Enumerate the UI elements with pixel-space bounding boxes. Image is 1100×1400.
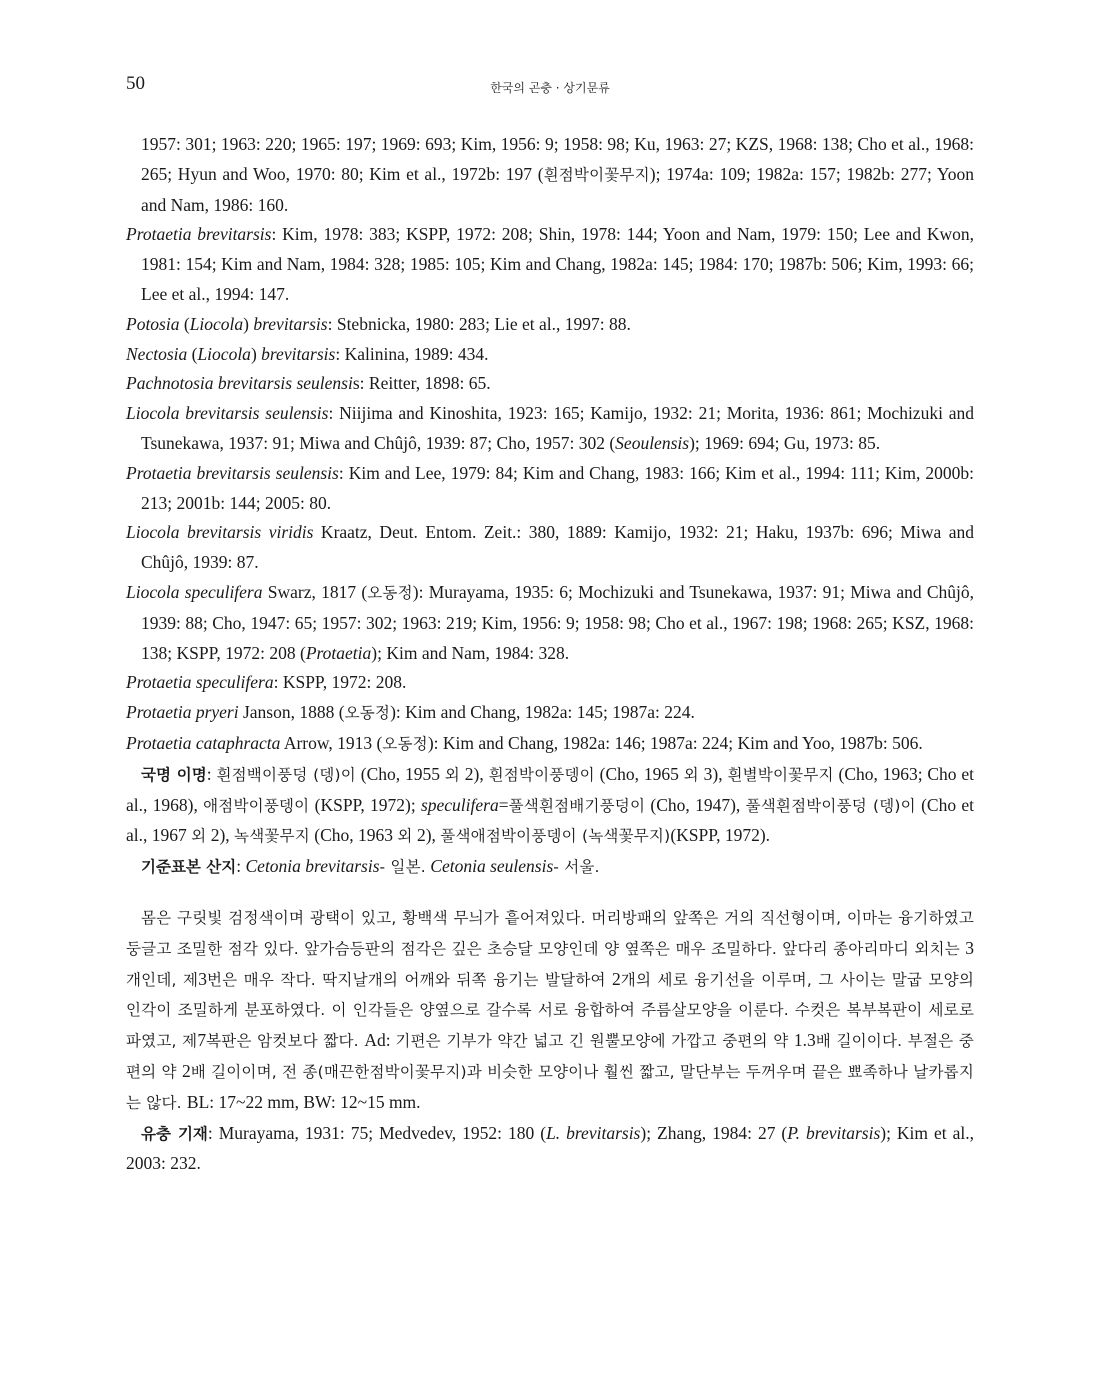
type-locality-label: 기준표본 산지	[141, 858, 237, 877]
page-number: 50	[126, 73, 145, 94]
common-names-label: 국명 이명	[141, 765, 207, 784]
type-locality-paragraph: 기준표본 산지: Cetonia brevitarsis- 일본. Cetonia seulensis- 서울.	[141, 856, 600, 877]
taxon-name: Protaetia speculifera	[126, 672, 274, 693]
reference-continuation: 1957: 301; 1963: 220; 1965: 197; 1969: 693; Kim, 1956: 9; 1958: 98; Ku, 1963: 27; KZS, 1968: 138; Cho et al., 1968: 265; Hyun and Woo, 1970: 80; Kim et al., 1972b: 197 (흰점박이꽃무지); 1974a: 109; 1982a: 157; 1982b: 277; Yoon and Nam, 1986: 160.	[141, 134, 974, 215]
running-title: 한국의 곤충 · 상기문류	[490, 81, 610, 95]
taxon-name: Protaetia brevitarsis seulensis	[126, 462, 339, 483]
synonym-entry: Liocola speculifera Swarz, 1817 (오동정): Murayama, 1935: 6; Mochizuki and Tsunekawa, 1937: 91; Miwa and Chûjô, 1939: 88; Cho, 1947: 65; 1957: 302; 1963: 219; Kim, 1956: 9; 1958: 98; Cho et al., 1967: 198; 1968: 265; KSZ, 1968: 138; KSPP, 1972: 208 (Protaetia); Kim and Nam, 1984: 328.	[126, 581, 975, 663]
taxon-name: Liocola brevitarsis seulensis	[126, 403, 329, 424]
larva-label: 유충 기재	[141, 1124, 208, 1143]
synonym-entry: Protaetia brevitarsis: Kim, 1978: 383; KSPP, 1972: 208; Shin, 1978: 144; Yoon and Nam, 1979: 150; Lee and Kwon, 1981: 154; Kim and Nam, 1984: 328; 1985: 105; Kim and Chang, 1982a: 145; 1984: 170; 1987b: 506; Kim, 1993: 66; Lee et al., 1994: 147.	[126, 224, 974, 304]
taxon-name: Protaetia cataphracta	[126, 732, 281, 753]
synonym-entry: Protaetia speculifera: KSPP, 1972: 208.	[126, 672, 407, 693]
taxon-name: Liocola brevitarsis viridis	[126, 522, 314, 543]
synonym-entry: Liocola brevitarsis seulensis: Niijima and Kinoshita, 1923: 165; Kamijo, 1932: 21; Morita, 1936: 861; Mochizuki and Tsunekawa, 1937: 91; Miwa and Chûjô, 1939: 87; Cho, 1957: 302 (Seoulensis); 1969: 694; Gu, 1973: 85.	[126, 403, 974, 453]
synonym-entry: Protaetia brevitarsis seulensis: Kim and Lee, 1979: 84; Kim and Chang, 1983: 166; Kim et al., 1994: 111; Kim, 2000b: 213; 2001b: 144; 2005: 80.	[126, 462, 974, 513]
description-paragraph: 몸은 구릿빛 검정색이며 광택이 있고, 황백색 무늬가 흩어져있다. 머리방패의 앞쪽은 거의 직선형이며, 이마는 융기하였고 둥글고 조밀한 점각 있다. 앞가슴등판의 점각은 깊은 초승달 모양인데 양 옆쪽은 매우 조밀하다. 앞다리 종아리마디 외치는 3개인데, 제3번은 매우 작다. 딱지날개의 어깨와 뒤쪽 융기는 발달하여 2개의 세로 융기선을 이루며, 그 사이는 말굽 모양의 인각이 조밀하게 분포하였다. 이 인각들은 양옆으로 갈수록 서로 융합하여 주름살모양을 이룬다. 수컷은 복부복판이 세로로 파였고, 제7복판은 암컷보다 짧다. Ad: 기편은 기부가 약간 넓고 긴 원뿔모양에 가깝고 중편의 약 1.3배 길이이다. 부절은 중편의 약 2배 길이이며, 전 종(매끈한점박이꽃무지)과 비슷한 모양이나 훨씬 짧고, 말단부는 두꺼우며 끝은 뾰족하나 날카롭지는 않다. BL: 17~22 mm, BW: 12~15 mm.	[126, 908, 974, 1112]
taxon-name: Protaetia brevitarsis	[126, 224, 272, 245]
section-gap	[126, 883, 974, 903]
synonym-entry: Liocola brevitarsis viridis Kraatz, Deut. Entom. Zeit.: 380, 1889: Kamijo, 1932: 21; Haku, 1937b: 696; Miwa and Chûjô, 1939: 87.	[126, 522, 974, 573]
taxon-name: Protaetia pryeri	[126, 702, 239, 723]
synonym-entry: Protaetia pryeri Janson, 1888 (오동정): Kim and Chang, 1982a: 145; 1987a: 224.	[126, 702, 695, 723]
synonym-entry: Pachnotosia brevitarsis seulensis: Reitter, 1898: 65.	[126, 373, 491, 394]
synonym-entry: Protaetia cataphracta Arrow, 1913 (오동정): Kim and Chang, 1982a: 146; 1987a: 224; Kim and Yoo, 1987b: 506.	[126, 732, 923, 753]
synonym-entry: Potosia (Liocola) brevitarsis: Stebnicka, 1980: 283; Lie et al., 1997: 88.	[126, 313, 631, 334]
synonym-entry: Nectosia (Liocola) brevitarsis: Kalinina, 1989: 434.	[126, 343, 489, 364]
taxon-name: Potosia	[126, 313, 180, 334]
taxon-name: Nectosia	[126, 343, 188, 364]
taxon-name: Pachnotosia brevitarsis seulensi	[126, 373, 353, 394]
larva-paragraph: 유충 기재: Murayama, 1931: 75; Medvedev, 1952: 180 (L. brevitarsis); Zhang, 1984: 27 (P. brevitarsis); Kim et al., 2003: 232.	[126, 1122, 974, 1174]
common-names-paragraph: 국명 이명: 흰점백이풍덩 (뎅)이 (Cho, 1955 외 2), 흰점박이풍뎅이 (Cho, 1965 외 3), 흰별박이꽃무지 (Cho, 1963; Cho et al., 1968), 애점박이풍뎅이 (KSPP, 1972); speculifera=풀색흰점배기풍덩이 (Cho, 1947), 풀색흰점박이풍덩 (뎅)이 (Cho et al., 1967 외 2), 녹색꽃무지 (Cho, 1963 외 2), 풀색애점박이풍뎅이 (녹색꽃무지)(KSPP, 1972).	[126, 763, 975, 846]
page-body	[126, 130, 974, 1179]
taxon-name: Liocola speculifera	[126, 581, 263, 602]
